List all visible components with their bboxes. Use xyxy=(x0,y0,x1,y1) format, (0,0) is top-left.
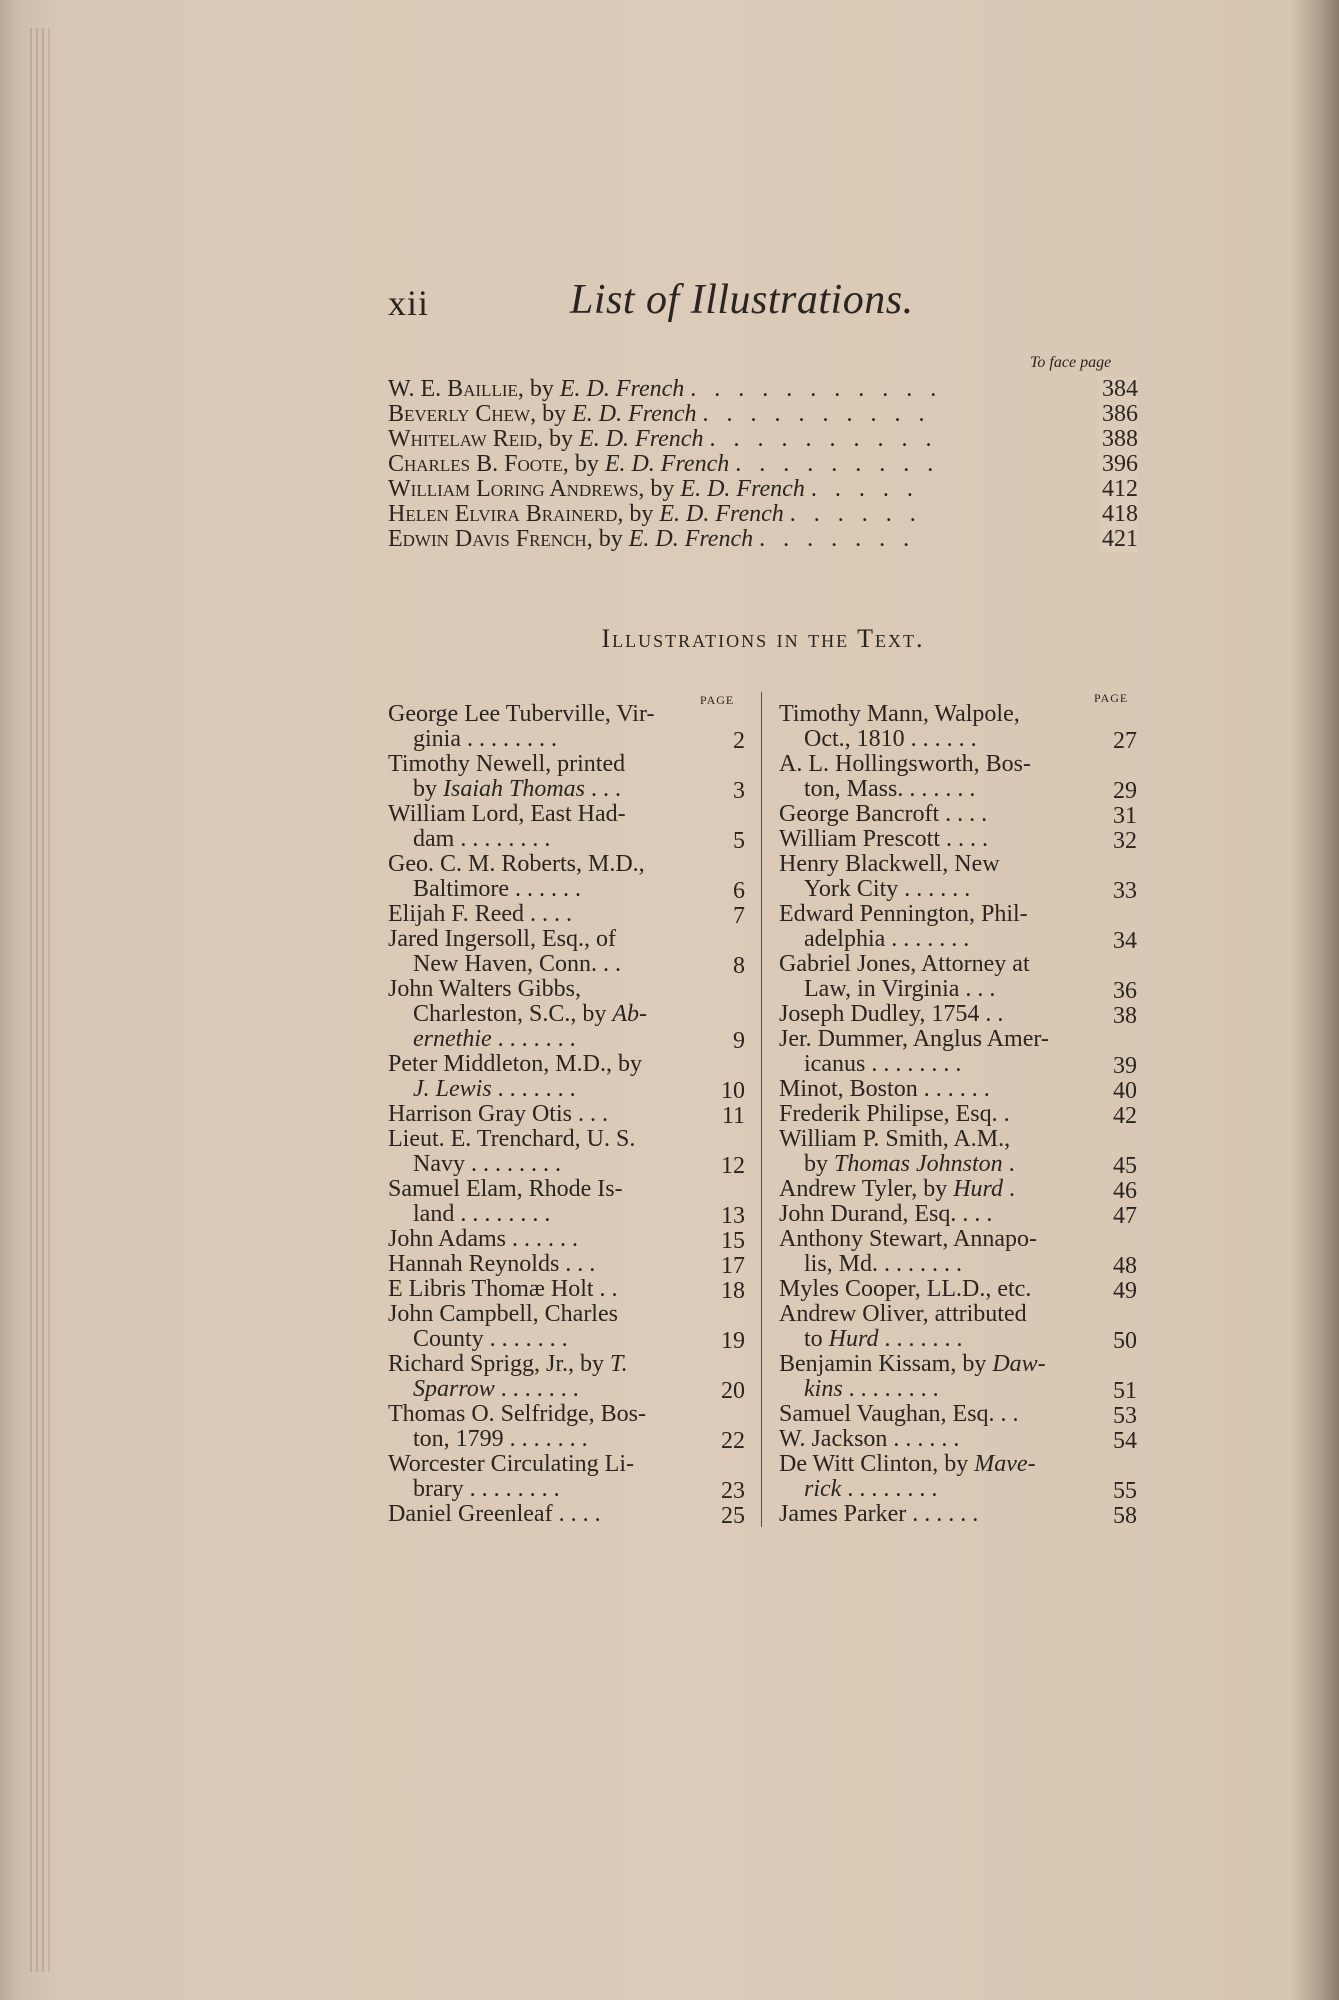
illustration-text: Daniel Greenleaf . . . . xyxy=(388,1501,601,1527)
illustration-line xyxy=(388,702,745,727)
plate-by: by xyxy=(650,477,675,502)
illustration-page-number: 6 xyxy=(733,878,745,904)
illustration-text: Baltimore . . . . . . xyxy=(413,876,581,902)
illustration-page-number: 48 xyxy=(1113,1253,1137,1279)
illustration-line xyxy=(388,1302,745,1327)
illustration-line xyxy=(388,1152,745,1177)
right-column xyxy=(779,702,1137,1527)
illustration-text: A. L. Hollingsworth, Bos- xyxy=(779,751,1031,777)
illustration-text: E Libris Thomæ Holt . . xyxy=(388,1276,618,1302)
illustration-page-number: 29 xyxy=(1113,778,1137,804)
illustration-text: dam . . . . . . . . xyxy=(413,826,551,852)
illustration-text: Harrison Gray Otis . . . xyxy=(388,1101,608,1127)
illustration-line xyxy=(388,1127,745,1152)
illustration-line xyxy=(388,752,745,777)
illustration-line xyxy=(779,927,1137,952)
artist-name: Thomas Johnston xyxy=(834,1151,1003,1177)
plate-by: by xyxy=(542,402,567,427)
artist-name: Isaiah Thomas xyxy=(443,776,586,802)
illustration-text: W. Jackson . . . . . . xyxy=(779,1426,960,1452)
illustration-line xyxy=(388,977,745,1002)
plate-artist: E. D. French xyxy=(604,452,730,477)
illustration-line xyxy=(388,1427,745,1452)
illustration-text: Minot, Boston . . . . . . xyxy=(779,1076,990,1102)
plate-subject: Edwin Davis French, xyxy=(388,527,593,552)
illustration-line xyxy=(388,1002,745,1027)
illustration-page-number: 39 xyxy=(1113,1053,1137,1079)
illustration-text: James Parker . . . . . . xyxy=(779,1501,979,1527)
artist-name: J. Lewis xyxy=(413,1076,492,1102)
illustration-page-number: 9 xyxy=(733,1028,745,1054)
illustration-line xyxy=(779,1027,1137,1052)
artist-name: Hurd xyxy=(953,1176,1003,1202)
illustration-line xyxy=(779,1052,1137,1077)
illustration-page-number: 50 xyxy=(1113,1328,1137,1354)
illustration-text: lis, Md. . . . . . . . xyxy=(804,1251,963,1277)
artist-name: Sparrow xyxy=(413,1376,495,1402)
artist-name: Daw- xyxy=(992,1351,1046,1377)
plate-by: by xyxy=(574,452,599,477)
illustration-page-number: 17 xyxy=(721,1253,745,1279)
illustration-text: John Durand, Esq. . . . xyxy=(779,1201,993,1227)
illustration-page-number: 32 xyxy=(1113,828,1137,854)
illustration-line xyxy=(388,1202,745,1227)
illustration-text: Peter Middleton, M.D., by xyxy=(388,1051,642,1077)
illustration-page-number: 23 xyxy=(721,1478,745,1504)
artist-name: Hurd xyxy=(828,1326,879,1352)
illustration-text: Anthony Stewart, Annapo- xyxy=(779,1226,1037,1252)
plate-subject: Beverly Chew, xyxy=(388,402,537,427)
illustration-text: ton, Mass. . . . . . . xyxy=(804,776,976,802)
illustration-page-number: 38 xyxy=(1113,1003,1137,1029)
plate-page-number: 421 xyxy=(1098,527,1138,552)
plate-subject: W. E. Baillie, xyxy=(388,377,524,402)
illustration-text: Elijah F. Reed . . . . xyxy=(388,901,573,927)
plate-artist: E. D. French xyxy=(659,502,784,527)
plate-page-number: 384 xyxy=(1098,377,1138,402)
illustration-line xyxy=(779,852,1137,877)
illustration-line xyxy=(779,1002,1137,1027)
artist-name: kins xyxy=(804,1376,843,1402)
plate-entry xyxy=(388,452,1138,477)
illustration-page-number: 47 xyxy=(1113,1203,1137,1229)
illustration-page-number: 53 xyxy=(1113,1403,1137,1429)
plate-page-number: 412 xyxy=(1098,477,1138,502)
illustration-page-number: 55 xyxy=(1113,1478,1137,1504)
plate-page-number: 418 xyxy=(1098,502,1138,527)
illustration-line xyxy=(388,802,745,827)
illustration-line xyxy=(388,1102,745,1127)
illustration-text: Sparrow . . . . . . . xyxy=(413,1376,579,1402)
illustration-page-number: 5 xyxy=(733,828,745,854)
illustration-text: William Prescott . . . . xyxy=(779,826,989,852)
illustration-text: George Bancroft . . . . xyxy=(779,801,988,827)
illustration-text: William P. Smith, A.M., xyxy=(779,1126,1011,1152)
illustration-page-number: 2 xyxy=(733,728,745,754)
illustration-text: John Adams . . . . . . xyxy=(388,1226,579,1252)
plate-artist: E. D. French xyxy=(628,527,754,552)
illustration-page-number: 3 xyxy=(733,778,745,804)
illustration-line xyxy=(388,852,745,877)
plate-subject: Helen Elvira Brainerd, xyxy=(388,502,624,527)
illustration-text: by Isaiah Thomas . . . xyxy=(413,776,622,802)
illustration-text: Navy . . . . . . . . xyxy=(413,1151,561,1177)
illustration-line xyxy=(388,1052,745,1077)
illustration-text: ernethie . . . . . . . xyxy=(413,1026,576,1052)
artist-name: T. xyxy=(610,1351,628,1377)
illustration-page-number: 49 xyxy=(1113,1278,1137,1304)
plate-by: by xyxy=(598,527,623,552)
illustration-text: Timothy Newell, printed xyxy=(388,751,626,777)
illustration-text: John Campbell, Charles xyxy=(388,1301,618,1327)
illustration-text: Timothy Mann, Walpole, xyxy=(779,701,1020,727)
illustration-line xyxy=(388,1377,745,1402)
plate-entry xyxy=(388,527,1138,552)
page-column-label-left: PAGE xyxy=(700,693,735,707)
illustration-text: Henry Blackwell, New xyxy=(779,851,1000,877)
illustration-page-number: 45 xyxy=(1113,1153,1137,1179)
dot-leader: . . . . . . . . . . . xyxy=(690,377,943,402)
illustration-text: Jer. Dummer, Anglus Amer- xyxy=(779,1026,1049,1052)
illustration-line xyxy=(779,802,1137,827)
illustration-text: George Lee Tuberville, Vir- xyxy=(388,701,655,727)
illustration-text: by Thomas Johnston . xyxy=(804,1151,1015,1177)
illustration-line xyxy=(779,1352,1137,1377)
column-divider xyxy=(761,692,762,1527)
running-header xyxy=(388,276,1138,326)
illustration-page-number: 58 xyxy=(1113,1503,1137,1529)
illustration-page-number: 8 xyxy=(733,953,745,979)
illustration-text: Myles Cooper, LL.D., etc. xyxy=(779,1276,1032,1302)
illustration-text: Thomas O. Selfridge, Bos- xyxy=(388,1401,646,1427)
illustration-text: adelphia . . . . . . . xyxy=(804,926,970,952)
illustration-line xyxy=(779,1277,1137,1302)
plates-list xyxy=(388,377,1138,552)
illustration-page-number: 22 xyxy=(721,1428,745,1454)
illustration-page-number: 36 xyxy=(1113,978,1137,1004)
illustration-text: John Walters Gibbs, xyxy=(388,976,581,1002)
page-title: List of Illustrations. xyxy=(570,277,914,323)
dot-leader: . . . . . . . . . xyxy=(735,452,940,477)
plate-page-number: 396 xyxy=(1098,452,1138,477)
plate-page-number: 386 xyxy=(1098,402,1138,427)
illustration-text: Oct., 1810 . . . . . . xyxy=(804,726,977,752)
illustration-line xyxy=(779,1227,1137,1252)
illustration-line xyxy=(388,1277,745,1302)
plate-artist: E. D. French xyxy=(579,427,704,452)
illustration-page-number: 18 xyxy=(721,1278,745,1304)
illustration-text: Samuel Elam, Rhode Is- xyxy=(388,1176,623,1202)
illustration-page-number: 25 xyxy=(721,1503,745,1529)
illustration-text: ginia . . . . . . . . xyxy=(413,726,557,752)
illustration-line xyxy=(388,1177,745,1202)
illustration-page-number: 13 xyxy=(721,1203,745,1229)
illustration-text: icanus . . . . . . . . xyxy=(804,1051,962,1077)
illustration-line xyxy=(388,1452,745,1477)
illustration-line xyxy=(388,1402,745,1427)
illustration-text: land . . . . . . . . xyxy=(413,1201,551,1227)
illustration-line xyxy=(388,1502,745,1527)
page-edge xyxy=(48,28,50,1972)
plate-by: by xyxy=(629,502,654,527)
illustration-line xyxy=(388,1077,745,1102)
illustration-text: brary . . . . . . . . xyxy=(413,1476,560,1502)
illustration-line xyxy=(779,1452,1137,1477)
illustration-line xyxy=(388,827,745,852)
plate-artist: E. D. French xyxy=(680,477,805,502)
illustration-text: Jared Ingersoll, Esq., of xyxy=(388,926,616,952)
illustration-line xyxy=(779,827,1137,852)
illustration-text: Hannah Reynolds . . . xyxy=(388,1251,596,1277)
plate-entry xyxy=(388,377,1138,402)
illustration-line xyxy=(779,727,1137,752)
illustration-text: County . . . . . . . xyxy=(413,1326,568,1352)
section-heading: Illustrations in the Text. xyxy=(601,624,925,653)
illustration-line xyxy=(779,877,1137,902)
illustration-page-number: 42 xyxy=(1113,1103,1137,1129)
illustration-text: Benjamin Kissam, by Daw- xyxy=(779,1351,1046,1377)
illustration-page-number: 10 xyxy=(721,1078,745,1104)
dot-leader: . . . . . . xyxy=(789,502,922,527)
illustration-line xyxy=(388,927,745,952)
illustration-line xyxy=(779,1177,1137,1202)
page-edge xyxy=(30,28,32,1972)
illustration-line xyxy=(779,1427,1137,1452)
illustration-text: Andrew Oliver, attributed xyxy=(779,1301,1027,1327)
illustration-line xyxy=(388,877,745,902)
illustration-line xyxy=(779,1077,1137,1102)
illustration-line xyxy=(779,1302,1137,1327)
illustration-line xyxy=(779,977,1137,1002)
illustration-page-number: 19 xyxy=(721,1328,745,1354)
illustration-line xyxy=(388,727,745,752)
illustration-line xyxy=(779,902,1137,927)
illustration-line xyxy=(779,1127,1137,1152)
illustration-page-number: 11 xyxy=(721,1103,745,1129)
illustration-page-number: 12 xyxy=(721,1153,745,1179)
illustration-line xyxy=(779,1327,1137,1352)
plate-artist: E. D. French xyxy=(572,402,697,427)
page-edge xyxy=(36,28,38,1972)
illustration-line xyxy=(779,1152,1137,1177)
illustration-text: Charleston, S.C., by Ab- xyxy=(413,1001,647,1027)
plate-entry xyxy=(388,402,1138,427)
illustration-page-number: 15 xyxy=(721,1228,745,1254)
illustration-text: Law, in Virginia . . . xyxy=(804,976,996,1002)
illustration-text: Gabriel Jones, Attorney at xyxy=(779,951,1030,977)
plate-artist: E. D. French xyxy=(559,377,685,402)
illustration-line xyxy=(779,952,1137,977)
illustration-line xyxy=(779,1502,1137,1527)
plate-entry xyxy=(388,477,1138,502)
artist-name: rick xyxy=(804,1476,842,1502)
illustration-text: ton, 1799 . . . . . . . xyxy=(413,1426,588,1452)
illustration-page-number: 40 xyxy=(1113,1078,1137,1104)
plate-subject: William Loring Andrews, xyxy=(388,477,645,502)
illustration-text: kins . . . . . . . . xyxy=(804,1376,939,1402)
page-number: xii xyxy=(388,283,430,323)
illustration-text: Worcester Circulating Li- xyxy=(388,1451,634,1477)
dot-leader: . . . . . . . . . . xyxy=(702,402,931,427)
left-column xyxy=(388,702,745,1527)
illustration-line xyxy=(388,902,745,927)
illustration-line xyxy=(388,1352,745,1377)
illustration-line xyxy=(388,1252,745,1277)
plate-page-number: 388 xyxy=(1098,427,1138,452)
illustration-text: New Haven, Conn. . . xyxy=(413,951,621,977)
illustration-page-number: 27 xyxy=(1113,728,1137,754)
illustration-text: Edward Pennington, Phil- xyxy=(779,901,1028,927)
illustration-line xyxy=(388,1027,745,1052)
illustration-line xyxy=(779,1477,1137,1502)
dot-leader: . . . . . . . xyxy=(759,527,916,552)
illustration-page-number: 7 xyxy=(733,903,745,929)
illustration-text: Geo. C. M. Roberts, M.D., xyxy=(388,851,645,877)
artist-name: Ab- xyxy=(612,1001,647,1027)
artist-name: ernethie xyxy=(413,1026,492,1052)
illustration-line xyxy=(779,1252,1137,1277)
dot-leader: . . . . . . . . . . xyxy=(709,427,938,452)
illustration-page-number: 46 xyxy=(1113,1178,1137,1204)
plate-subject: Whitelaw Reid, xyxy=(388,427,544,452)
illustration-line xyxy=(388,1327,745,1352)
dot-leader: . . . . . xyxy=(810,477,919,502)
illustration-page-number: 31 xyxy=(1113,803,1137,829)
plate-subject: Charles B. Foote, xyxy=(388,452,569,477)
illustration-line xyxy=(779,752,1137,777)
illustration-line xyxy=(779,1102,1137,1127)
illustration-text: De Witt Clinton, by Mave- xyxy=(779,1451,1036,1477)
illustration-line xyxy=(779,1377,1137,1402)
page-edge xyxy=(42,28,44,1972)
illustration-text: J. Lewis . . . . . . . xyxy=(413,1076,576,1102)
illustration-line xyxy=(779,1202,1137,1227)
plate-by: by xyxy=(549,427,574,452)
illustration-line xyxy=(388,1477,745,1502)
illustration-page-number: 33 xyxy=(1113,878,1137,904)
illustration-page-number: 20 xyxy=(721,1378,745,1404)
plate-entry xyxy=(388,427,1138,452)
illustration-line xyxy=(388,777,745,802)
illustration-line xyxy=(388,1227,745,1252)
illustration-text: Joseph Dudley, 1754 . . xyxy=(779,1001,1004,1027)
illustration-text: rick . . . . . . . . xyxy=(804,1476,938,1502)
illustration-line xyxy=(388,952,745,977)
illustration-page-number: 51 xyxy=(1113,1378,1137,1404)
illustration-text: Lieut. E. Trenchard, U. S. xyxy=(388,1126,636,1152)
illustration-text: Richard Sprigg, Jr., by T. xyxy=(388,1351,628,1377)
page-column-label-right: PAGE xyxy=(1094,691,1129,705)
illustration-text: York City . . . . . . xyxy=(804,876,971,902)
illustration-page-number: 54 xyxy=(1113,1428,1137,1454)
illustration-text: Samuel Vaughan, Esq. . . xyxy=(779,1401,1019,1427)
illustration-text: Andrew Tyler, by Hurd . xyxy=(779,1176,1015,1202)
illustration-line xyxy=(779,702,1137,727)
to-face-page-label: To face page xyxy=(1030,354,1112,371)
illustration-line xyxy=(779,1402,1137,1427)
illustration-page-number: 34 xyxy=(1113,928,1137,954)
illustration-text: Frederik Philipse, Esq. . xyxy=(779,1101,1010,1127)
plate-by: by xyxy=(529,377,554,402)
illustration-text: to Hurd . . . . . . . xyxy=(804,1326,963,1352)
illustration-line xyxy=(779,777,1137,802)
plate-entry xyxy=(388,502,1138,527)
illustration-text: William Lord, East Had- xyxy=(388,801,626,827)
artist-name: Mave- xyxy=(974,1451,1036,1477)
